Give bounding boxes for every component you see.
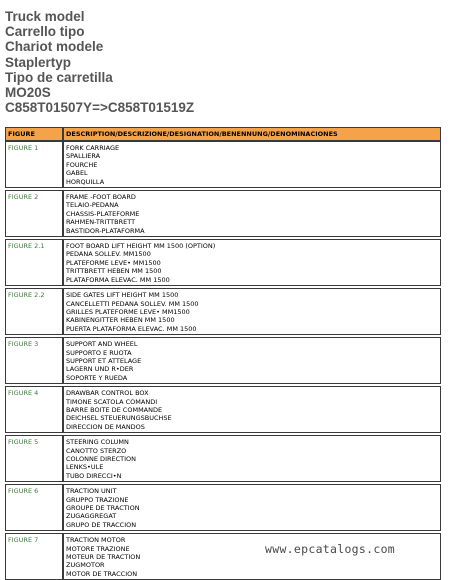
description-line: SPALLIERA xyxy=(66,152,101,161)
description-line: DIRECCION DE MANDOS xyxy=(66,422,145,431)
description-line: BARRE BOITE DE COMMANDE xyxy=(66,405,163,414)
heading-truck-model: Truck model xyxy=(5,9,85,24)
description-line: SUPPORTO E RUOTA xyxy=(66,348,132,357)
description-line: PUERTA PLATAFORMA ELEVAC. MM 1500 xyxy=(66,324,197,333)
description-line: FORK CARRIAGE xyxy=(66,144,120,152)
description-line: KABINENGITTER HEBEN MM 1500 xyxy=(66,316,175,325)
table-row xyxy=(5,533,441,580)
figure-link[interactable]: FIGURE 2 xyxy=(5,190,63,237)
column-header-figure: FIGURE xyxy=(5,127,63,141)
description-line: TELAIO-PEDANA xyxy=(66,201,119,210)
figure-link[interactable]: FIGURE 2.1 xyxy=(5,239,63,286)
figure-link[interactable]: FIGURE 6 xyxy=(5,484,63,531)
table-header-row xyxy=(5,127,441,141)
table-row xyxy=(5,435,441,482)
description-line: FOOT BOARD LIFT HEIGHT MM 1500 (OPTION) xyxy=(66,242,216,251)
description-line: STEERING COLUMN xyxy=(66,438,129,447)
description-line: TRACTION MOTOR xyxy=(66,536,126,545)
description-line: TRACTION UNIT xyxy=(66,487,117,496)
model-heading-block xyxy=(5,9,194,115)
heading-serial-range: C858T01507Y=>C858T01519Z xyxy=(5,100,195,116)
watermark-url: www.epcatalogs.com xyxy=(265,542,396,556)
description-cell xyxy=(63,337,441,384)
heading-carrello-tipo: Carrello tipo xyxy=(5,24,85,40)
description-line: RAHMEN-TRITTBRETT xyxy=(66,218,136,227)
figure-link[interactable]: FIGURE 7 xyxy=(5,533,63,580)
figure-link[interactable]: FIGURE 5 xyxy=(5,435,63,482)
description-cell xyxy=(63,533,441,580)
description-cell xyxy=(63,190,441,237)
table-row xyxy=(5,386,441,433)
table-row xyxy=(5,239,441,286)
description-line: PLATEFORME LEVE• MM1500 xyxy=(66,258,161,267)
description-line: CANCELLETTI PEDANA SOLLEV. MM 1500 xyxy=(66,299,199,308)
description-line: MOTEUR DE TRACTION xyxy=(66,553,141,562)
description-line: GABEL xyxy=(66,169,88,178)
description-line: CANOTTO STERZO xyxy=(66,446,127,455)
description-cell xyxy=(63,386,441,433)
figure-link[interactable]: FIGURE 1 xyxy=(5,141,63,188)
description-line: ZUGMOTOR xyxy=(66,561,105,570)
description-line: GRILLES PLATEFORME LEVE• MM1500 xyxy=(66,307,190,316)
table-row xyxy=(5,484,441,531)
table-row xyxy=(5,337,441,384)
table-body xyxy=(5,141,441,580)
description-line: PLATAFORMA ELEVAC. MM 1500 xyxy=(66,275,170,284)
column-header-description: DESCRIPTION/DESCRIZIONE/DESIGNATION/BENENNUNG/DENOMINACIONES xyxy=(63,127,441,141)
description-cell xyxy=(63,484,441,531)
description-line: TUBO DIRECCI•N xyxy=(66,471,122,480)
cropped-top-text xyxy=(0,0,459,4)
description-line: FOURCHE xyxy=(66,160,98,169)
table-row xyxy=(5,141,441,188)
heading-tipo-de-carretilla: Tipo de carretilla xyxy=(5,69,113,85)
description-line: LENKS•ULE xyxy=(66,463,104,472)
description-cell xyxy=(63,239,441,286)
description-line: CHASSIS-PLATEFORME xyxy=(66,209,140,218)
figure-link[interactable]: FIGURE 3 xyxy=(5,337,63,384)
description-line: DEICHSEL STEUERUNGSBUCHSE xyxy=(66,414,172,423)
description-line: GROUPE DE TRACTION xyxy=(66,504,140,513)
description-line: DRAWBAR CONTROL BOX xyxy=(66,389,149,398)
description-cell xyxy=(63,288,441,335)
description-line: MOTORE TRAZIONE xyxy=(66,544,130,553)
description-line: GRUPO DE TRACCION xyxy=(66,520,137,529)
description-line: BASTIDOR-PLATAFORMA xyxy=(66,226,145,235)
description-cell xyxy=(63,435,441,482)
description-line: TIMONE SCATOLA COMANDI xyxy=(66,397,158,406)
description-line: FRAME -FOOT BOARD xyxy=(66,193,136,202)
description-line: SUPPORT ET ATTELAGE xyxy=(66,356,142,365)
description-line: SUPPORT AND WHEEL xyxy=(66,340,138,349)
description-line: GRUPPO TRAZIONE xyxy=(66,495,129,504)
description-cell xyxy=(63,141,441,188)
figure-link[interactable]: FIGURE 4 xyxy=(5,386,63,433)
heading-chariot-modele: Chariot modele xyxy=(5,39,104,55)
description-line: TRITTBRETT HEBEN MM 1500 xyxy=(66,267,162,276)
description-line: SIDE GATES LIFT HEIGHT MM 1500 xyxy=(66,291,179,300)
description-line: PEDANA SOLLEV. MM1500 xyxy=(66,250,151,259)
description-line: COLONNE DIRECTION xyxy=(66,455,137,463)
description-line: LAGERN UND R•DER xyxy=(66,365,134,374)
description-line: SOPORTE Y RUEDA xyxy=(66,373,128,382)
figure-index-table xyxy=(5,127,441,580)
description-line: HORQUILLA xyxy=(66,177,105,186)
figure-link[interactable]: FIGURE 2.2 xyxy=(5,288,63,335)
table-row xyxy=(5,288,441,335)
description-line: MOTOR DE TRACCION xyxy=(66,569,138,578)
heading-staplertyp: Staplertyp xyxy=(5,54,72,70)
description-line: ZUGAGGREGAT xyxy=(66,512,117,521)
table-row xyxy=(5,190,441,237)
heading-model-code: MO20S xyxy=(5,85,51,101)
